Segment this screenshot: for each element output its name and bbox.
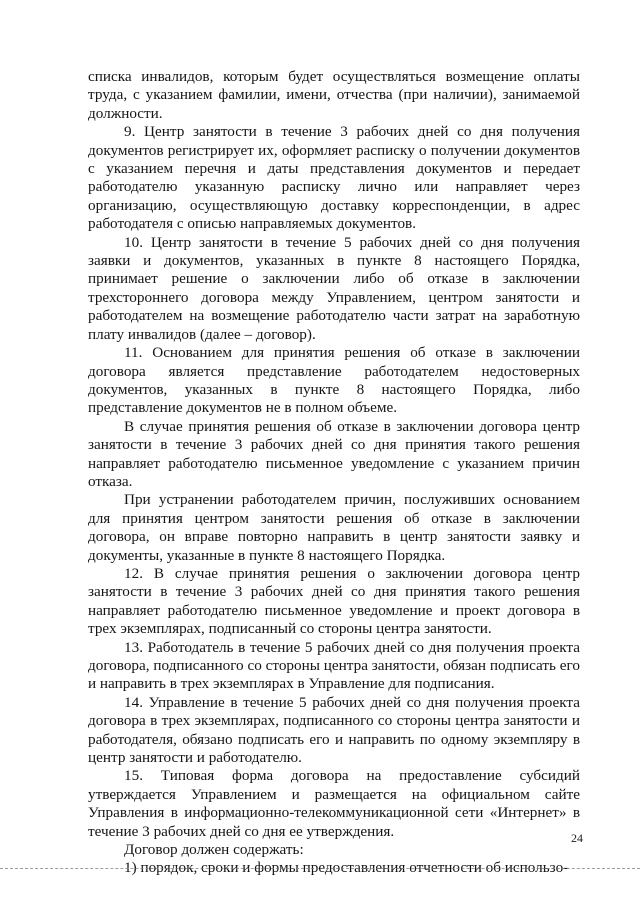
paragraph-contract-content-heading: Договор должен содержать:: [124, 841, 304, 859]
paragraph-contract-requirement-1: 1) порядок, сроки и формы предоставления отчетности об использо-: [124, 859, 569, 877]
paragraph-item-14: 14. Управление в течение 5 рабочих дней со дня получения проекта договора в трех экземплярах, подписанного со стороны центра занятости и работодателя, обязано подписать его и направить по одному экземпляру в центр занятости и работодателю.: [88, 693, 580, 767]
paragraph-item-13: 13. Работодатель в течение 5 рабочих дней со дня получения проекта договора, подписанного со стороны центра занятости, обязан подписать его и направить в трех экземплярах в Управление для подписания.: [88, 638, 580, 693]
paragraph-item-9: 9. Центр занятости в течение 3 рабочих дней со дня получения документов регистрирует их, оформляет расписку о получении документов с указанием перечня и даты представления документов и передает работодателю указанную расписку лично или направляет через организацию, осуществляющую доставку корреспонденции, в адрес работодателя с описью направляемых документов.: [88, 123, 580, 233]
paragraph-refusal-notice: В случае принятия решения об отказе в заключении договора центр занятости в течение 3 рабочих дней со дня принятия такого решения направляет работодателю письменное уведомление с указанием причин отказа.: [88, 417, 580, 490]
document-text: [88, 68, 580, 878]
paragraph-item-11: 11. Основанием для принятия решения об отказе в заключении договора является представление работодателем недостоверных документов, указанных в пункте 8 настоящего Порядка, либо представление документов не в полном объеме.: [88, 344, 580, 417]
paragraph-item-12: 12. В случае принятия решения о заключении договора центр занятости в течение 3 рабочих дней со дня принятия такого решения направляет работодателю письменное уведомление и проект договора в трех экземплярах, подписанный со стороны центра занятости.: [88, 564, 580, 638]
paragraph-continuation: списка инвалидов, которым будет осуществляться возмещение оплаты труда, с указанием фамилии, имени, отчества (при наличии), занимаемой должности.: [88, 68, 580, 122]
page-number: 24: [571, 831, 583, 845]
paragraph-item-10: 10. Центр занятости в течение 5 рабочих дней со дня получения заявки и документов, указанных в пункте 8 настоящего Порядка, принимает решение о заключении либо об отказе в заключении трехстороннего договора между Управлением, центром занятости и работодателем на возмещение работодателю части затрат на заработную плату инвалидов (далее – договор).: [88, 233, 580, 343]
scan-bottom-rule: [0, 868, 640, 869]
paragraph-resubmission: При устранении работодателем причин, послуживших основанием для принятия центром занятости решения об отказе в заключении договора, он вправе повторно направить в центр занятости заявку и документы, указанные в пункте 8 настоящего Порядка.: [88, 491, 580, 564]
paragraph-item-15: 15. Типовая форма договора на предоставление субсидий утверждается Управлением и размещается на официальном сайте Управления в информационно-телекоммуникационной сети «Интернет» в течение 3 рабочих дней со дня ее утверждения.: [88, 767, 580, 840]
